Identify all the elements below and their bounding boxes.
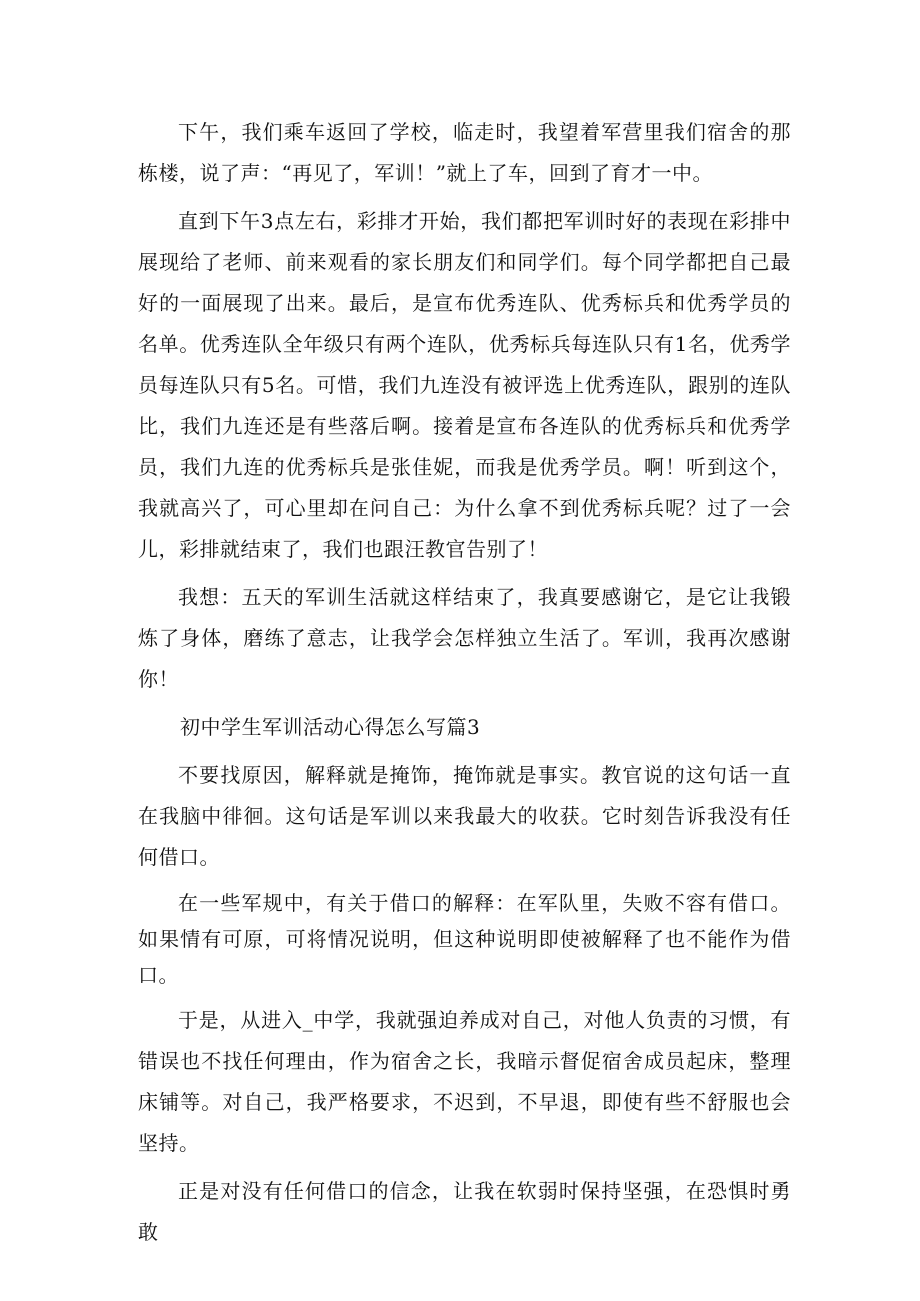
paragraph-return-to-school: 下午，我们乘车返回了学校，临走时，我望着军营里我们宿舍的那栋楼，说了声：“再见了，军训！”就上了车，回到了育才一中。 xyxy=(138,120,791,185)
document-body xyxy=(138,112,791,1253)
paragraph-belief: 正是对没有任何借口的信念，让我在软弱时保持坚强，在恐惧时勇敢 xyxy=(138,1179,791,1244)
section-heading: 初中学生军训活动心得怎么写篇3 xyxy=(180,715,481,739)
paragraph-responsibility: 于是，从进入_中学，我就强迫养成对自己，对他人负责的习惯，有错误也不找任何理由，作为宿舍之长，我暗示督促宿舍成员起床，整理床铺等。对自己，我严格要求，不迟到，不早退，即使有些不舒服也会坚持。 xyxy=(138,1008,791,1155)
paragraph-rehearsal: 直到下午3点左右，彩排才开始，我们都把军训时好的表现在彩排中展现给了老师、前来观看的家长朋友们和同学们。每个同学都把自己最好的一面展现了出来。最后，是宣布优秀连队、优秀标兵和优秀学员的名单。优秀连队全年级只有两个连队，优秀标兵每连队只有1名，优秀学员每连队只有5名。可惜，我们九连没有被评选上优秀连队，跟别的连队比，我们九连还是有些落后啊。接着是宣布各连队的优秀标兵和优秀学员，我们九连的优秀标兵是张佳妮，而我是优秀学员。啊！听到这个，我就高兴了，可心里却在问自己：为什么拿不到优秀标兵呢？过了一会儿，彩排就结束了，我们也跟汪教官告别了！ xyxy=(138,209,791,561)
paragraph-military-rules: 在一些军规中，有关于借口的解释：在军队里，失败不容有借口。如果情有可原，可将情况说明，但这种说明即使被解释了也不能作为借口。 xyxy=(138,891,791,987)
paragraph-no-excuses: 不要找原因，解释就是掩饰，掩饰就是事实。教官说的这句话一直在我脑中徘徊。这句话是军训以来我最大的收获。它时刻告诉我没有任何借口。 xyxy=(138,763,791,869)
paragraph-reflection: 我想：五天的军训生活就这样结束了，我真要感谢它，是它让我锻炼了身体，磨练了意志，让我学会怎样独立生活了。军训，我再次感谢你！ xyxy=(138,585,791,691)
